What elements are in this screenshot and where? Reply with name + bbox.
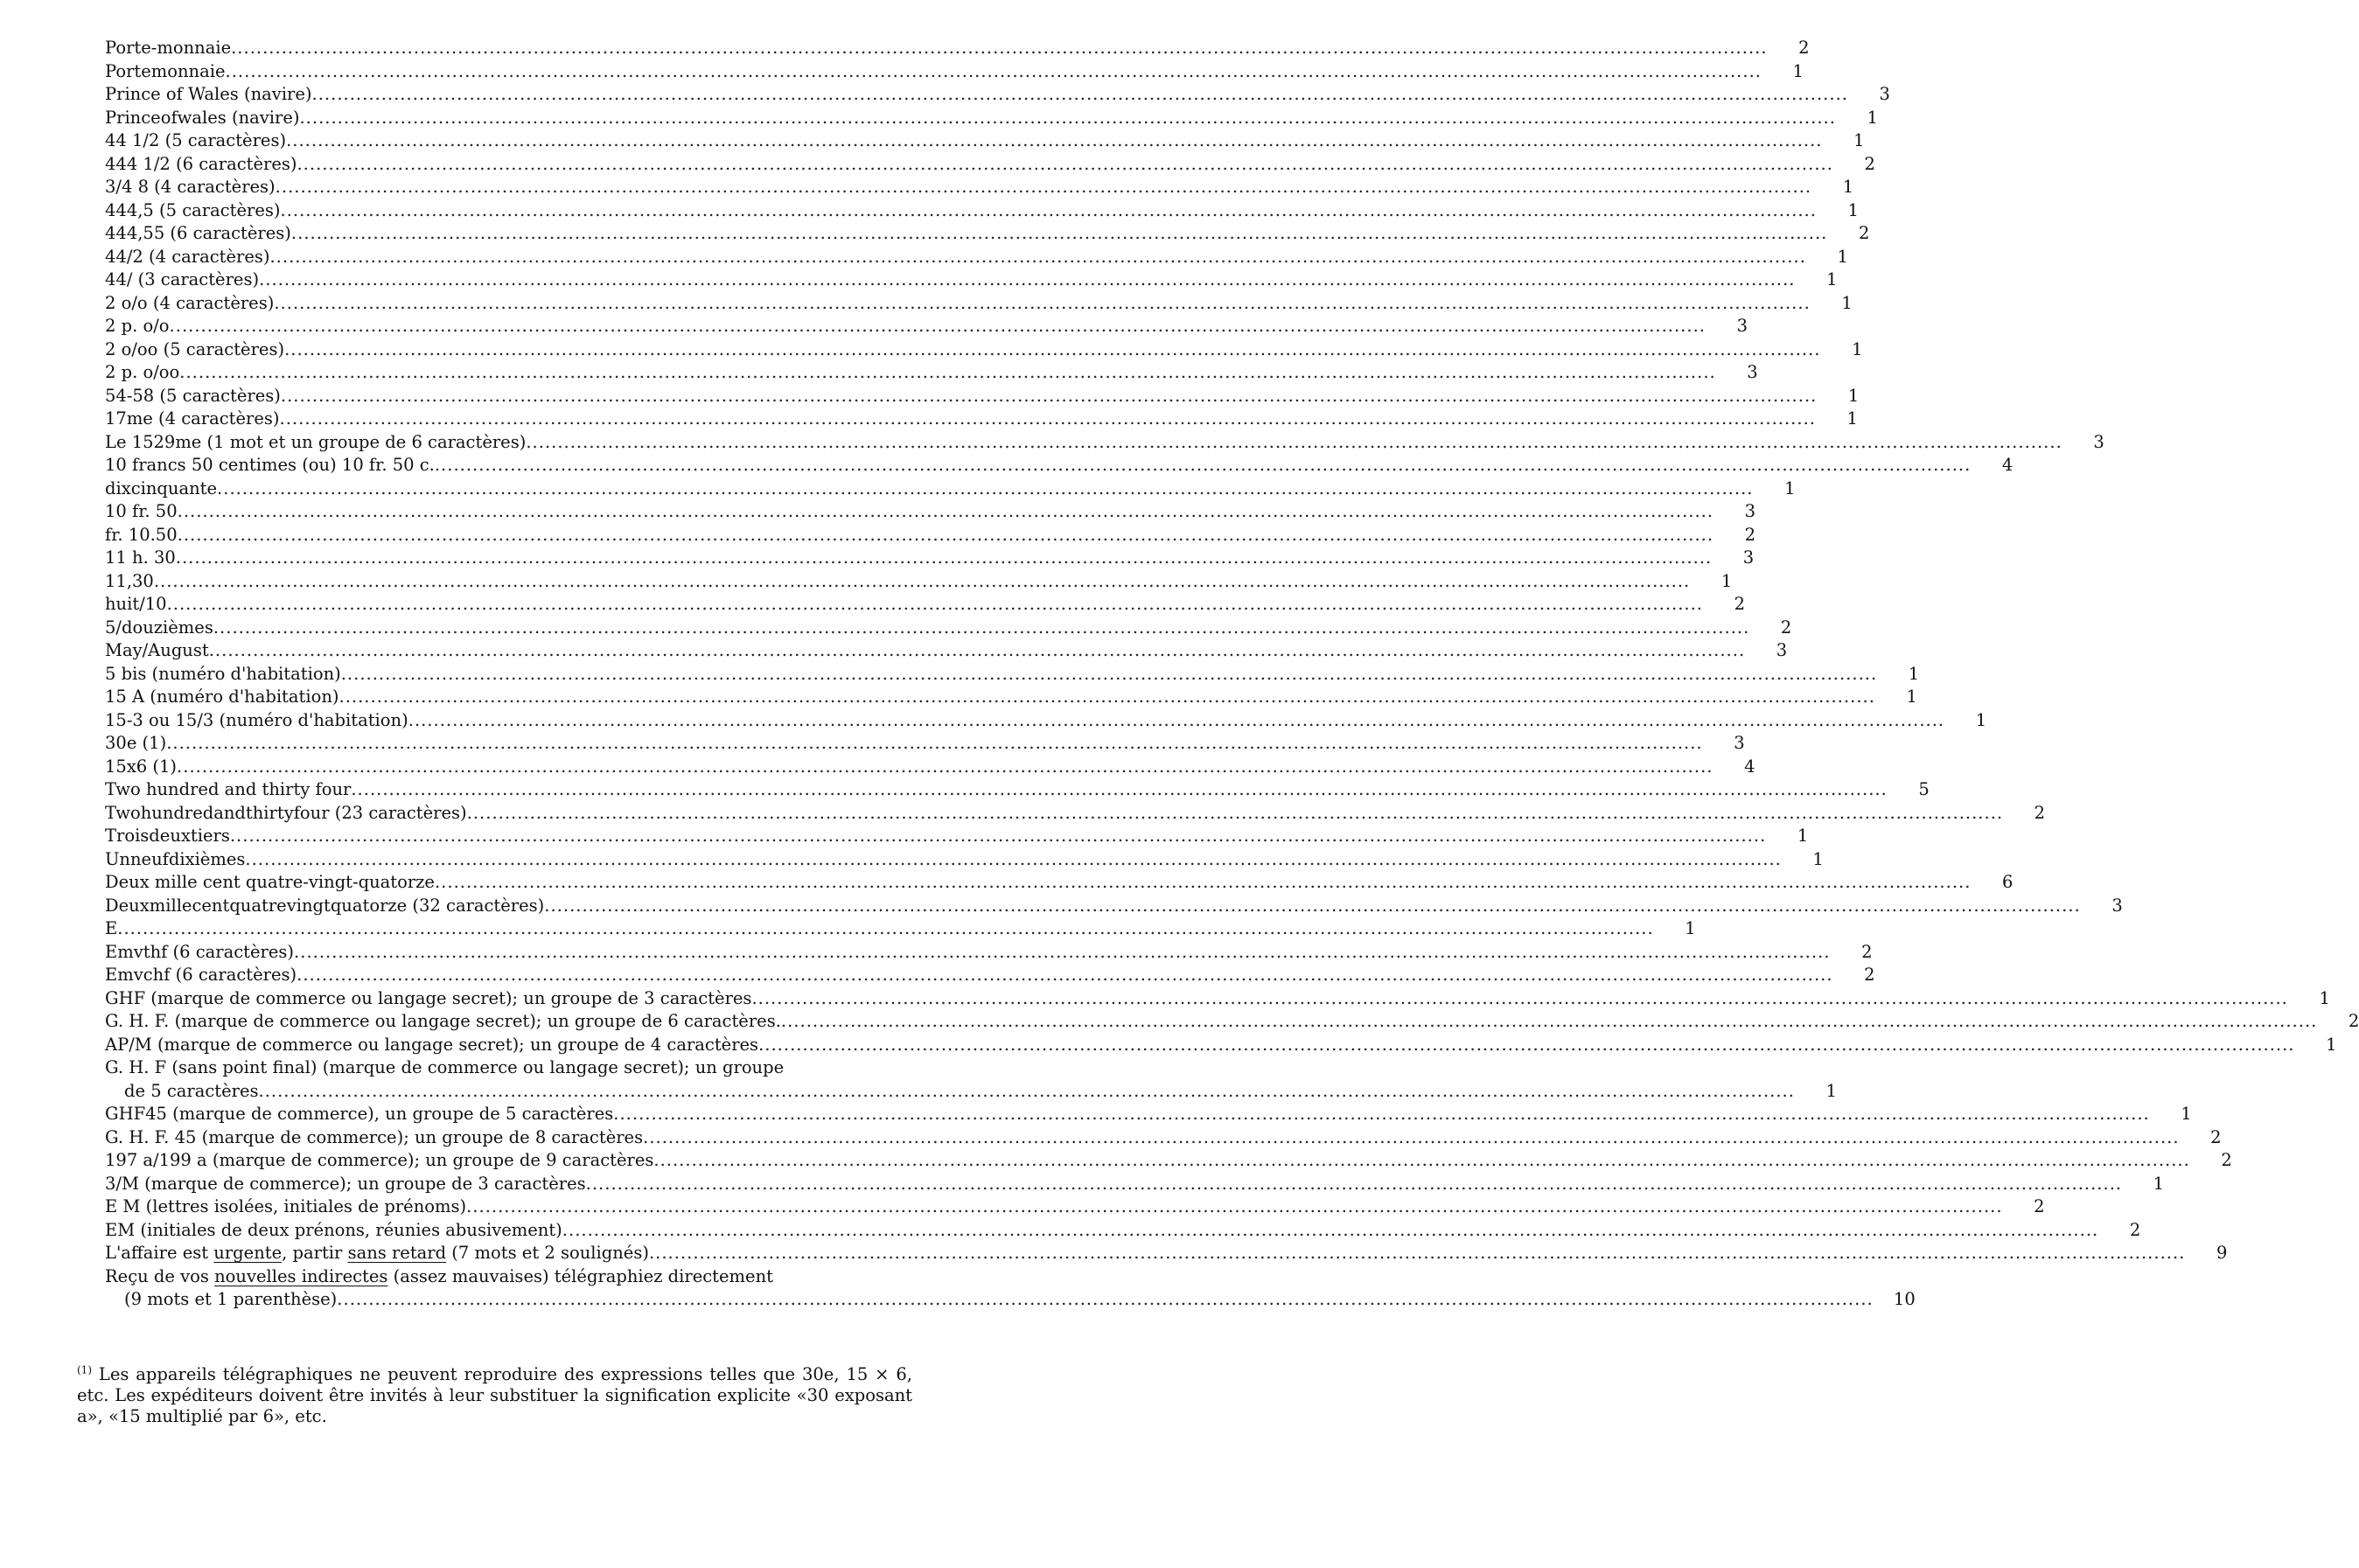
entry-label: 197 a/199 a (marque de commerce); un groupe de 9 caractères [105,1150,654,1170]
entry-count: 2 [1858,223,1870,243]
entry-count: 4 [2001,455,2014,475]
entry-count: 1 [1867,107,1878,128]
entry-label: 444,5 (5 caractères) [105,199,281,220]
entry-count: 2 [1780,617,1792,638]
list-item [105,964,1875,987]
leader-dots [408,709,1944,733]
list-item [105,1195,2045,1219]
entry-count: 2 [2221,1150,2232,1170]
entry-count: 2 [2348,1011,2359,1031]
leader-dots [276,176,1811,199]
entry-count: 3 [1742,547,1755,568]
list-item [105,1010,2359,1034]
list-item [105,825,1809,848]
list-item [105,778,1930,802]
list-item [105,709,1987,733]
entry-label: Troisdeuxtiers [105,826,230,846]
entry-label: 5/douzièmes [105,617,213,638]
entry-count: 1 [1853,130,1865,150]
entry-label: 11 h. 30 [105,547,176,568]
entry-label: 44 1/2 (5 caractères) [105,130,287,150]
leader-dots [281,199,1817,223]
list-item [105,663,1920,686]
entry-label: May/August [105,640,209,660]
entry-count: 3 [2093,431,2104,452]
leader-dots [653,1149,2189,1173]
entry-count: 1 [1720,570,1733,591]
entry-count: 1 [2326,1034,2337,1055]
leader-dots [280,408,1816,431]
list-item [105,60,1804,84]
list-item [105,941,1873,965]
leader-dots [291,222,1827,246]
leader-dots [231,37,1767,60]
leader-dots [274,292,1810,316]
leader-dots [154,570,1690,594]
entry-count: 1 [1852,338,1863,359]
leader-dots [217,477,1753,501]
leader-dots [337,1288,1873,1312]
entry-label: 30e (1) [105,733,167,753]
entry-count: 9 [2216,1243,2228,1263]
entry-label: EM (initiales de deux prénons, réunies abusivement) [105,1219,562,1240]
entry-count: 1 [1826,269,1838,289]
entry-label: G. H. F. (marque de commerce ou langage secret); un groupe de 6 caractères. [105,1011,781,1031]
entry-list [105,37,2359,1056]
underlined-word: nouvelles indirectes [214,1265,388,1286]
list-item [105,617,1792,640]
list-item [105,1219,2141,1243]
entry-count: 3 [1734,733,1745,753]
entry-count: 2 [2034,802,2046,823]
leader-dots [178,500,1713,524]
entry-label: dixcinquante [105,477,218,498]
entry-count: 2 [1864,153,1875,174]
entry-label: Emvthf (6 caractères) [105,941,295,962]
entry-count: 1 [1847,199,1859,220]
leader-dots [466,1195,2002,1219]
entry-label: Portemonnaie [105,60,226,81]
entry-label: G. H. F. 45 (marque de commerce); un groupe de 8 caractères [105,1126,644,1147]
entry-label: 15x6 (1) [105,756,178,777]
entry-label: 11,30 [105,570,154,591]
entry-count: 2 [1861,941,1873,962]
entry-count: 1 [1685,918,1696,938]
list-item [105,292,1853,316]
entry-count: 1 [2319,987,2330,1008]
list-item [105,500,1756,524]
list-item [105,454,2014,477]
leader-dots [613,1103,2149,1126]
leader-dots [170,315,1706,338]
entry-label: 44/ (3 caractères) [105,269,260,289]
entry-label: Princeofwales (navire) [105,107,300,128]
list-item [105,1034,2337,1057]
list-item [105,431,2104,455]
list-item [105,338,1863,362]
entry-label-continued: (9 mots et 1 parenthèse) [124,1289,338,1309]
list-item [105,686,1917,709]
entry-label: Unneufdixièmes [105,848,246,869]
leader-dots [586,1173,2122,1196]
entry-count: 1 [1975,709,1987,730]
list-item [105,107,1878,130]
entry-count: 2 [2129,1219,2141,1240]
list-item [105,385,1860,408]
entry-label: 15 A (numéro d'habitation) [105,686,339,707]
entry-count: 5 [1918,779,1930,799]
list-item [105,524,1756,547]
list-item [105,246,1848,269]
entry-label: 2 p. o/o [105,316,170,336]
list-item [105,83,1890,107]
leader-dots [435,454,1971,477]
leader-dots [245,848,1781,872]
entry-count: 1 [1812,848,1824,869]
leader-dots [286,129,1822,153]
entry-count: 1 [1837,246,1848,267]
entry-label: AP/M (marque de commerce ou langage secret); un groupe de 4 caractères [105,1034,759,1055]
list-item [105,895,2123,918]
list-item [105,570,1733,594]
entry-label: G. H. F (sans point final) (marque de commerce ou langage secret); un groupe [105,1057,785,1077]
entry-label: 17me (4 caractères) [105,408,280,429]
list-item [105,1242,2228,1265]
entry-count: 10 [1893,1289,1916,1309]
entry-label: huit/10 [105,594,167,614]
list-item [105,1103,2192,1126]
entry-label: 2 p. o/oo [105,362,180,382]
entry-label: 44/2 (4 caractères) [105,246,270,267]
entry-label-continued: de 5 caractères [124,1080,259,1101]
leader-dots [341,663,1877,686]
entry-count: 1 [2153,1173,2165,1194]
entry-count: 1 [1841,292,1853,313]
entry-count: 1 [1792,60,1804,81]
entry-label: Twohundredandthirtyfour (23 caractères) [105,802,467,823]
underlined-word: urgente [213,1243,283,1263]
leader-dots [226,60,1762,84]
entry-count: 1 [1784,477,1796,498]
leader-dots [178,524,1713,547]
entry-count: 2 [1744,524,1756,545]
entry-count: 3 [2111,895,2123,916]
entry-label: 3/4 8 (4 caractères) [105,177,276,197]
list-item [105,1056,1837,1103]
leader-dots [259,268,1795,292]
leader-dots [435,871,1971,895]
list-item [105,732,1745,756]
leader-dots [167,593,1703,617]
entry-count: 2 [1864,965,1875,985]
entry-count: 1 [1797,826,1809,846]
list-item [105,639,1788,663]
footnote-text: Les appareils télégraphiques ne peuvent reproduire des expressions telles que 30e, 15 × 6, etc. Les expéditeurs doivent être invités à leur substituer la signification explicite «30 exposant a», «15 multiplié par 6», etc. [77,1364,912,1426]
entry-label: 54-58 (5 caractères) [105,385,281,406]
leader-dots [297,153,1832,177]
footnote-mark: (1) [77,1363,92,1376]
entry-count: 3 [1736,316,1748,336]
leader-dots [177,756,1713,779]
list-item [105,756,1755,779]
entry-label: Porte-monnaie [105,38,232,58]
leader-dots [339,686,1875,709]
list-item [105,917,1696,941]
list-item [105,1173,2165,1196]
leader-dots [643,1126,2179,1150]
entry-label: L'affaire est urgente, partir sans retard (7 mots et 2 soulignés) [105,1243,649,1263]
leader-dots [269,246,1805,269]
list-item [105,1149,2232,1173]
entry-label: 10 francs 50 centimes (ou) 10 fr. 50 c. [105,455,435,475]
leader-dots [467,802,2003,826]
list-item [105,987,2330,1011]
leader-dots [351,778,1887,802]
entry-count: 3 [1747,362,1758,382]
document-page [105,37,2359,1312]
entry-count: 1 [1847,385,1860,406]
entry-label: 15-3 ou 15/3 (numéro d'habitation) [105,709,408,730]
entry-count: 1 [1908,663,1920,684]
entry-label: Two hundred and thirty four [105,779,352,799]
entry-label: 5 bis (numéro d'habitation) [105,663,341,684]
leader-dots [751,987,2287,1011]
entry-label: 444 1/2 (6 caractères) [105,153,297,174]
entry-count: 4 [1744,756,1755,777]
entry-count: 1 [1906,686,1917,707]
leader-dots [230,825,1766,848]
entry-label: Deuxmillecentquatrevingtquatorze (32 caractères) [105,895,545,916]
leader-dots [179,361,1715,385]
leader-dots [544,895,2080,918]
footnote [77,1364,912,1427]
entry-count: 2 [1798,38,1810,58]
entry-count: 2 [1734,594,1746,614]
leader-dots [526,431,2062,455]
list-item [105,222,1870,246]
underlined-word: sans retard [347,1243,447,1263]
entry-label: 10 fr. 50 [105,501,178,521]
list-item [105,547,1755,570]
entry-count: 1 [2181,1104,2192,1124]
leader-dots [176,547,1712,570]
entry-count: 3 [1776,640,1788,660]
entry-label: GHF45 (marque de commerce), un groupe de 5 caractères [105,1104,614,1124]
leader-dots [758,1034,2294,1057]
leader-dots [299,107,1835,130]
list-item [105,129,1865,153]
list-item [105,593,1746,617]
entry-label: 2 o/oo (5 caractères) [105,338,285,359]
list-item [105,361,1758,385]
entry-label: Emvchf (6 caractères) [105,965,297,985]
list-item [105,268,1838,292]
entry-count: 1 [1825,1080,1837,1101]
leader-dots [259,1080,1795,1104]
list-item [105,408,1858,431]
list-item [105,802,2046,826]
leader-dots [209,639,1745,663]
entry-count: 1 [1842,177,1854,197]
entry-label: E M (lettres isolées, initiales de prénoms) [105,1196,467,1216]
list-item [105,477,1796,501]
leader-dots [166,732,1702,756]
entry-label: Reçu de vos nouvelles indirectes (assez mauvaises) télégraphiez directement [105,1265,773,1286]
leader-dots [312,83,1848,107]
list-item [105,848,1824,872]
list-item [105,1265,1916,1312]
entry-label: GHF (marque de commerce ou langage secret); un groupe de 3 caractères [105,987,752,1008]
entry-label: 444,55 (6 caractères) [105,223,291,243]
entry-label: fr. 10.50 [105,524,178,545]
entry-count: 3 [1879,84,1890,104]
leader-dots [294,941,1830,965]
leader-dots [562,1219,2098,1243]
entry-label: 2 o/o (4 caractères) [105,292,275,313]
entry-label: Deux mille cent quatre-vingt-quatorze [105,872,435,892]
entry-count: 1 [1846,408,1858,429]
entry-label: Prince of Wales (navire) [105,84,312,104]
entry-count: 6 [2002,872,2014,892]
list-item [105,153,1875,177]
entry-count: 2 [2210,1126,2222,1147]
leader-dots [213,617,1749,640]
leader-dots [284,338,1820,362]
entry-label: 3/M (marque de commerce); un groupe de 3 caractères [105,1173,586,1194]
list-item [105,199,1859,223]
list-item [105,871,2014,895]
entry-list [105,1103,2232,1242]
leader-dots [297,964,1832,987]
leader-dots [649,1242,2185,1265]
list-item [105,315,1748,338]
entry-count: 2 [2034,1196,2045,1216]
list-item [105,176,1854,199]
leader-dots [781,1010,2317,1034]
entry-count: 3 [1744,501,1756,521]
leader-dots [117,917,1653,941]
list-item [105,1126,2222,1150]
entry-label: Le 1529me (1 mot et un groupe de 6 caractères) [105,431,527,452]
list-item [105,37,1810,60]
entry-label: E [105,918,118,938]
leader-dots [281,385,1817,408]
